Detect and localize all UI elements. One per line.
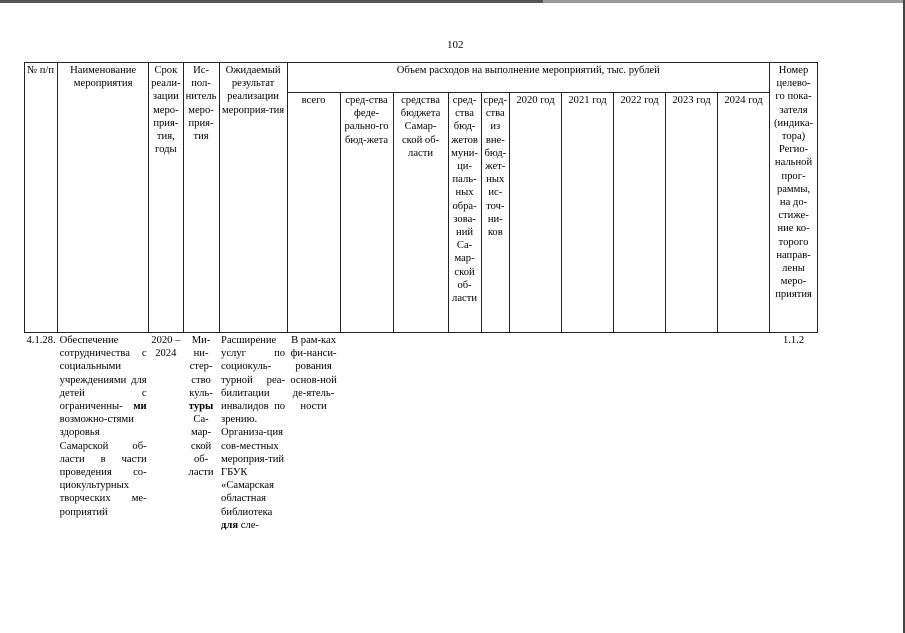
row-2021-cell [562,333,614,534]
header-year-2023: 2023 год [666,93,718,333]
row-number: 4.1.28. [26,335,56,346]
header-municipal-budgets: сред-ства бюд-жетов муни-ци-паль-ных обра-зова-ний Са-мар-ской об-ласти [448,93,481,333]
header-year-2022: 2022 год [614,93,666,333]
row-2024-cell [718,333,770,534]
header-federal-budget: сред-ства феде-рально-го бюд-жета [340,93,393,333]
row-total-funding: В рам-ках фи-нанси-рования основ-ной де-ятель-ности [290,335,337,413]
row-executor: Ми-ни-стер-ство куль-туры Са-мар-ской об-ласти [188,335,214,479]
header-year-2020: 2020 год [510,93,562,333]
row-municipal-cell [448,333,481,534]
row-2020-cell [510,333,562,534]
scan-top-edge [0,0,905,3]
table-header [25,63,818,333]
table-row [25,333,818,534]
header-regional-budget: средства бюджета Самар-ской об-ласти [393,93,448,333]
header-expenditure-volume: Объем расходов на выполнение мероприятий, тыс. рублей [287,63,769,93]
row-extrabudgetary-cell [481,333,509,534]
header-expected-result: Ожидаемый результат реализации мероприя-тия [219,63,287,333]
row-federal-cell [340,333,393,534]
header-year-2024: 2024 год [718,93,770,333]
header-activity-name: Наименование мероприятия [58,63,149,333]
header-number: № п/п [25,63,58,333]
row-2023-cell [666,333,718,534]
row-2022-cell [614,333,666,534]
row-expected-result: Расширение услуг по социокуль-турной реа-билитации инвалидов по зрению. Организа-ция сов-местных мероприя-тий ГБУК «Самарская областная библиотека для сле- [221,335,286,531]
row-activity-name: Обеспечение сотрудничества с социальными учреждениями для детей с ограниченны- ми возможно-стями здоровья Самарской об-ласти в части проведения со-циокультурных творческих ме-роприятий [59,335,147,518]
row-term: 2020 – 2024 [151,335,181,360]
header-extrabudgetary: сред-ства из вне-бюд-жет-ных ис-точ-ни-ков [481,93,509,333]
activities-table [24,62,818,533]
page-number: 102 [447,39,464,51]
header-executor: Ис-пол-нитель меро-прия-тия [183,63,219,333]
row-indicator-number: 1.1.2 [782,335,805,346]
row-regional-cell [393,333,448,534]
header-total: всего [287,93,340,333]
header-term: Срок реали-зации меро-прия-тия, годы [149,63,183,333]
header-year-2021: 2021 год [562,93,614,333]
header-indicator-number: Номер целево-го пока-зателя (индика-тора) Регио-нальной прог-раммы, на до-стиже-ние ко-торого направ-лены меро-приятия [770,63,818,333]
